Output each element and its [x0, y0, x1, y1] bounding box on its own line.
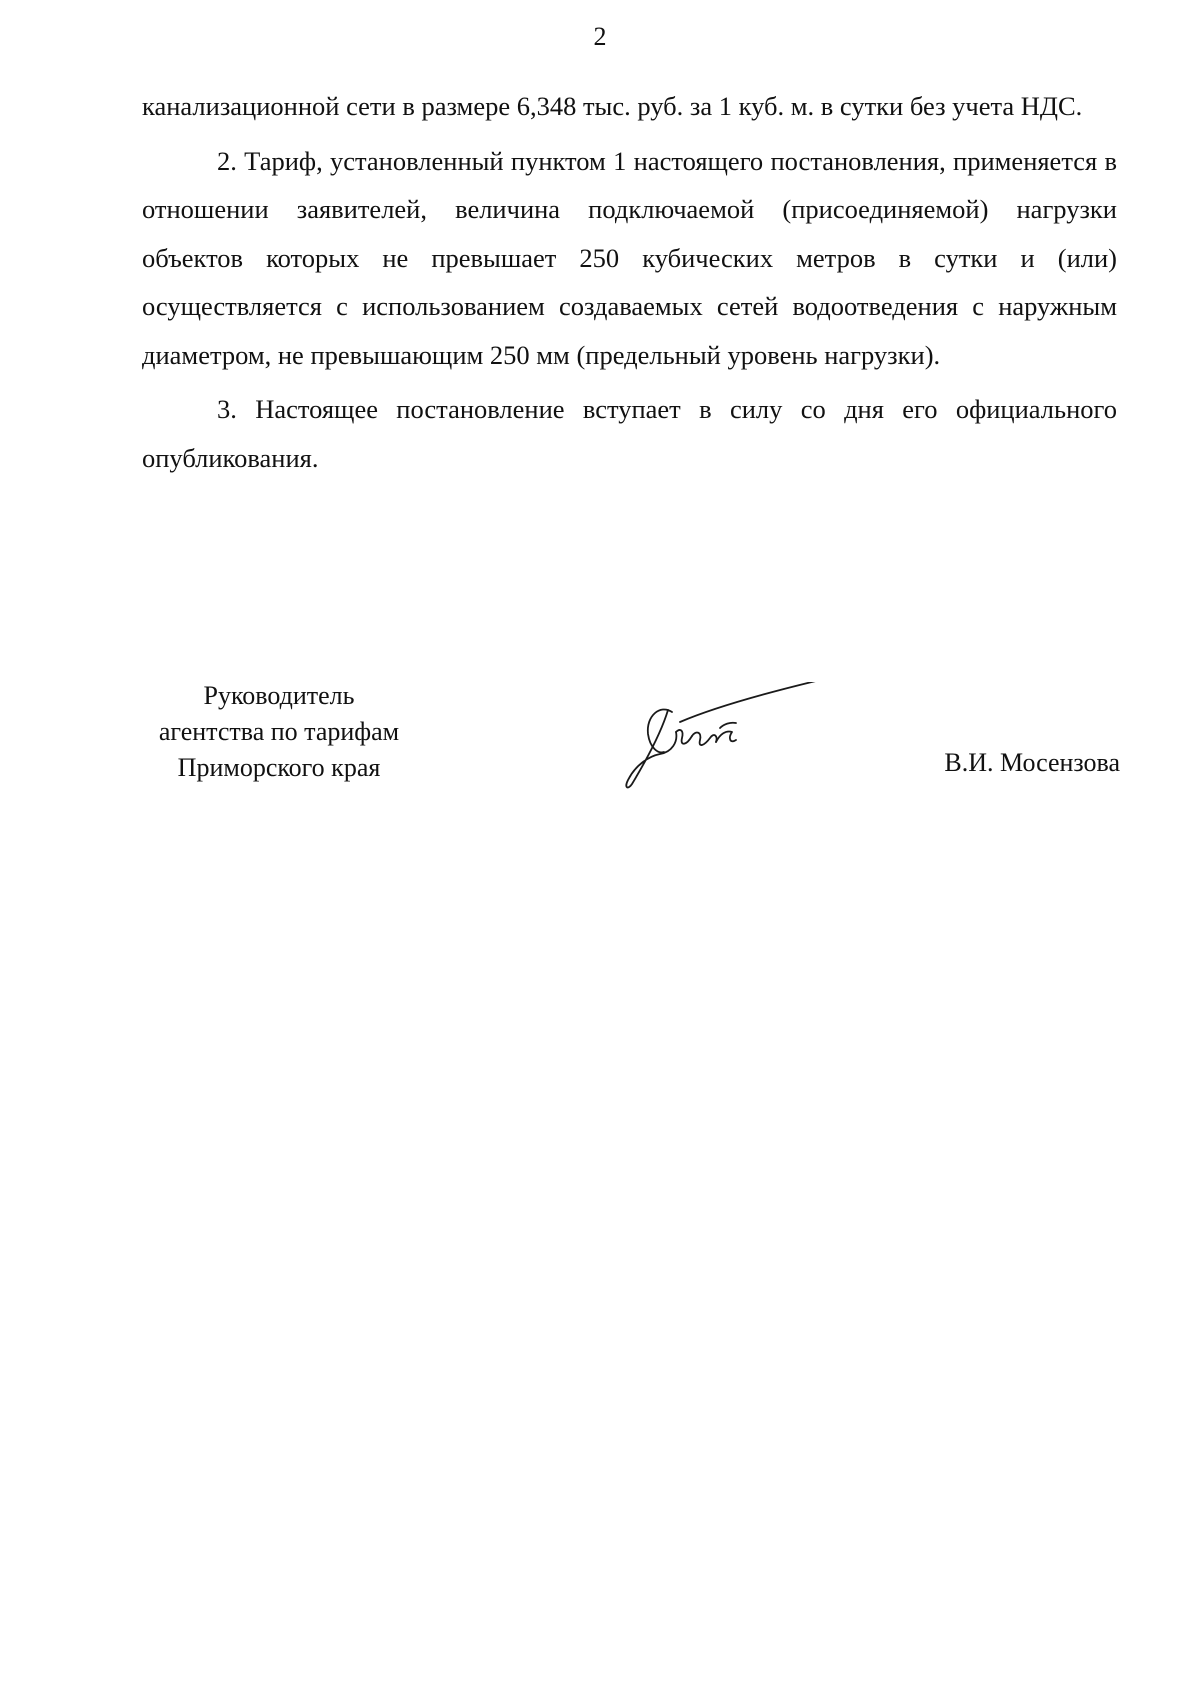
paragraph-item-2: 2. Тариф, установленный пунктом 1 настоящего постановления, применяется в отношении заявителей, величина подключаемой (присоединяемой) нагрузки объектов которых не превышает 250 кубических метров в сутки и (или) осуществляется с использованием создаваемых сетей водоотведения с наружным диаметром, не превышающим 250 мм (предельный уровень нагрузки).	[142, 145, 1117, 370]
paragraph-continuation: канализационной сети в размере 6,348 тыс. руб. за 1 куб. м. в сутки без учета НДС.	[142, 91, 1083, 121]
document-body	[142, 82, 1117, 488]
signatory-title-line: Руководитель	[203, 681, 355, 710]
signatory-title-line: Приморского края	[177, 753, 381, 782]
signatory-title-line: агентства по тарифам	[158, 717, 400, 746]
signatory-name: В.И. Мосензова	[944, 748, 1120, 777]
handwritten-signature	[620, 682, 830, 792]
signatory-title	[148, 678, 410, 786]
page-number: 2	[593, 22, 607, 51]
paragraph-item-3: 3. Настоящее постановление вступает в силу со дня его официального опубликования.	[142, 394, 1117, 473]
